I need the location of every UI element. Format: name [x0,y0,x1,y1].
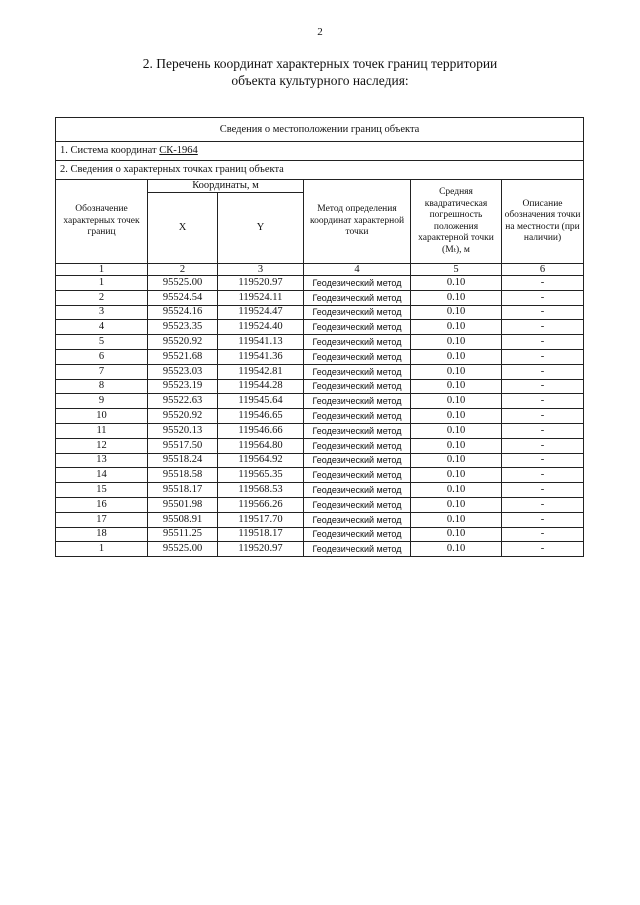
cell-x: 95520.13 [148,423,218,438]
cell-x: 95523.19 [148,379,218,394]
cell-accuracy: 0.10 [411,423,502,438]
document-heading [0,55,640,89]
table-row [56,497,584,512]
cell-x: 95521.68 [148,349,218,364]
cell-description: - [502,423,584,438]
cell-point: 7 [56,364,148,379]
cell-method: Геодезический метод [304,423,411,438]
cell-description: - [502,320,584,335]
cell-accuracy: 0.10 [411,276,502,291]
table-row [56,320,584,335]
cell-y: 119566.26 [218,497,304,512]
cell-description: - [502,542,584,557]
cell-y: 119564.92 [218,453,304,468]
cell-x: 95518.58 [148,468,218,483]
cell-y: 119568.53 [218,483,304,498]
cell-method: Геодезический метод [304,468,411,483]
cell-description: - [502,512,584,527]
cell-accuracy: 0.10 [411,512,502,527]
cell-y: 119544.28 [218,379,304,394]
cell-point: 2 [56,290,148,305]
cell-x: 95525.00 [148,542,218,557]
cell-x: 95511.25 [148,527,218,542]
cell-x: 95524.54 [148,290,218,305]
table-row [56,290,584,305]
cell-method: Геодезический метод [304,497,411,512]
cell-x: 95501.98 [148,497,218,512]
cell-point: 1 [56,542,148,557]
table-row [56,379,584,394]
cell-x: 95518.24 [148,453,218,468]
column-number-row [56,264,584,276]
cell-y: 119518.17 [218,527,304,542]
table-row [56,349,584,364]
table-row [56,423,584,438]
table-row [56,453,584,468]
column-number: 2 [148,264,218,276]
cell-description: - [502,335,584,350]
cell-point: 16 [56,497,148,512]
cell-y: 119541.36 [218,349,304,364]
cell-method: Геодезический метод [304,512,411,527]
cell-method: Геодезический метод [304,276,411,291]
cell-description: - [502,290,584,305]
table-row [56,468,584,483]
cell-description: - [502,379,584,394]
cell-y: 119524.40 [218,320,304,335]
cell-method: Геодезический метод [304,527,411,542]
cell-accuracy: 0.10 [411,409,502,424]
header-coordinates: Координаты, м [148,180,304,193]
table-row [56,364,584,379]
cell-description: - [502,305,584,320]
cell-point: 12 [56,438,148,453]
table-row [56,512,584,527]
cell-point: 13 [56,453,148,468]
cell-method: Геодезический метод [304,364,411,379]
cell-method: Геодезический метод [304,438,411,453]
cell-description: - [502,394,584,409]
cell-method: Геодезический метод [304,394,411,409]
cell-method: Геодезический метод [304,335,411,350]
cell-x: 95518.17 [148,483,218,498]
cell-y: 119565.35 [218,468,304,483]
cell-x: 95523.35 [148,320,218,335]
cell-y: 119564.80 [218,438,304,453]
cell-method: Геодезический метод [304,542,411,557]
cell-method: Геодезический метод [304,379,411,394]
cell-accuracy: 0.10 [411,527,502,542]
cell-y: 119541.13 [218,335,304,350]
page-number: 2 [317,26,323,38]
cell-point: 17 [56,512,148,527]
table-row [56,409,584,424]
points-info-row: 2. Сведения о характерных точках границ объекта [56,161,584,180]
cell-x: 95520.92 [148,409,218,424]
coordinate-system-name: СК-1964 [159,145,198,156]
cell-accuracy: 0.10 [411,320,502,335]
cell-point: 14 [56,468,148,483]
cell-method: Геодезический метод [304,453,411,468]
coordinates-table [55,117,584,557]
cell-x: 95523.03 [148,364,218,379]
cell-point: 8 [56,379,148,394]
table-row [56,438,584,453]
cell-y: 119545.64 [218,394,304,409]
header-method: Метод определения координат характерной точки [304,180,411,264]
cell-accuracy: 0.10 [411,290,502,305]
cell-accuracy: 0.10 [411,305,502,320]
cell-description: - [502,453,584,468]
cell-description: - [502,364,584,379]
cell-x: 95508.91 [148,512,218,527]
cell-x: 95524.16 [148,305,218,320]
header-accuracy: Средняя квадратическая погрешность положения характерной точки (Mₜ), м [411,180,502,264]
cell-point: 18 [56,527,148,542]
heading-line-1: 2. Перечень координат характерных точек границ территории [142,56,498,71]
cell-y: 119520.97 [218,542,304,557]
cell-accuracy: 0.10 [411,394,502,409]
cell-y: 119524.47 [218,305,304,320]
cell-method: Геодезический метод [304,349,411,364]
cell-x: 95525.00 [148,276,218,291]
cell-accuracy: 0.10 [411,364,502,379]
table-row [56,394,584,409]
cell-point: 5 [56,335,148,350]
cell-x: 95517.50 [148,438,218,453]
cell-y: 119546.66 [218,423,304,438]
cell-description: - [502,527,584,542]
table-row [56,305,584,320]
table-row [56,276,584,291]
cell-description: - [502,438,584,453]
cell-x: 95520.92 [148,335,218,350]
cell-y: 119542.81 [218,364,304,379]
cell-method: Геодезический метод [304,290,411,305]
cell-accuracy: 0.10 [411,349,502,364]
cell-description: - [502,497,584,512]
cell-accuracy: 0.10 [411,468,502,483]
cell-description: - [502,276,584,291]
cell-accuracy: 0.10 [411,453,502,468]
cell-accuracy: 0.10 [411,335,502,350]
column-number: 6 [502,264,584,276]
header-x: X [148,193,218,264]
cell-point: 15 [56,483,148,498]
coordinate-system-row [56,142,584,161]
cell-point: 6 [56,349,148,364]
header-y: Y [218,193,304,264]
cell-point: 9 [56,394,148,409]
cell-y: 119524.11 [218,290,304,305]
cell-method: Геодезический метод [304,305,411,320]
column-number: 4 [304,264,411,276]
cell-point: 11 [56,423,148,438]
column-number: 5 [411,264,502,276]
cell-description: - [502,409,584,424]
cell-accuracy: 0.10 [411,379,502,394]
cell-accuracy: 0.10 [411,438,502,453]
cell-accuracy: 0.10 [411,483,502,498]
cell-accuracy: 0.10 [411,542,502,557]
cell-description: - [502,468,584,483]
cell-method: Геодезический метод [304,320,411,335]
coordinate-system-label: 1. Система координат [60,145,160,156]
cell-y: 119520.97 [218,276,304,291]
cell-y: 119517.70 [218,512,304,527]
table-row [56,527,584,542]
cell-description: - [502,349,584,364]
header-description: Описание обозначения точки на местности (при наличии) [502,180,584,264]
cell-point: 4 [56,320,148,335]
table-row [56,335,584,350]
cell-point: 3 [56,305,148,320]
cell-accuracy: 0.10 [411,497,502,512]
table-row [56,483,584,498]
column-number: 3 [218,264,304,276]
header-point: Обозначение характерных точек границ [56,180,148,264]
cell-y: 119546.65 [218,409,304,424]
table-row [56,542,584,557]
cell-point: 1 [56,276,148,291]
table-title: Сведения о местоположении границ объекта [56,118,584,142]
cell-method: Геодезический метод [304,483,411,498]
column-number: 1 [56,264,148,276]
cell-point: 10 [56,409,148,424]
cell-description: - [502,483,584,498]
cell-method: Геодезический метод [304,409,411,424]
heading-line-2: объекта культурного наследия: [231,73,409,88]
cell-x: 95522.63 [148,394,218,409]
